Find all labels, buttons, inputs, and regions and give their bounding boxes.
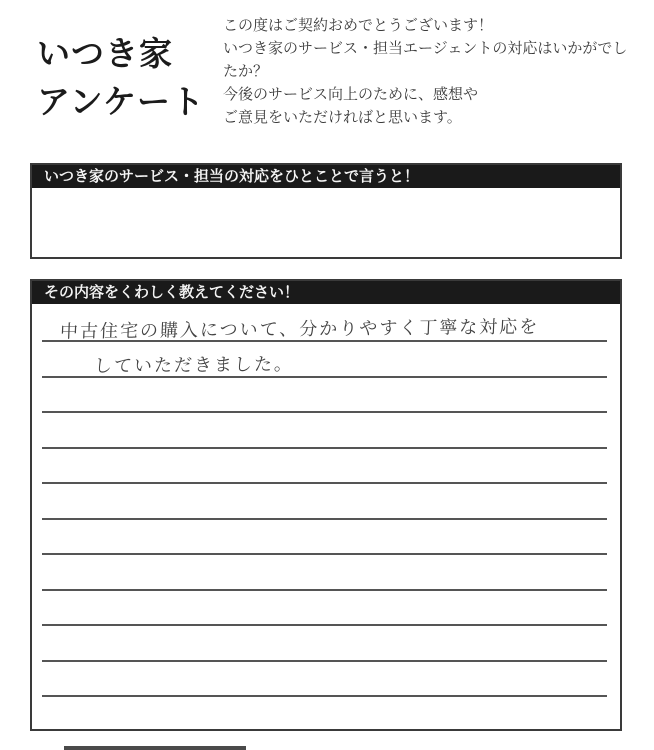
summary-section [30,163,622,259]
intro-line-4: 今後のサービス向上のために、感想や [223,86,479,103]
summary-section-header [32,165,620,188]
detail-section [30,279,622,731]
intro-line-3: たか？ [223,63,269,80]
intro-line-5: ご意見をいただければと思います。 [223,109,462,126]
intro-line-1: この度はご契約おめでとうございます！ [223,17,494,34]
detail-answer-area [32,304,620,729]
ruled-line [42,482,607,484]
detail-section-header [32,281,620,304]
ruled-line [42,589,607,591]
summary-answer-area [32,188,620,257]
ruled-line [42,518,607,520]
ruled-line [42,447,607,449]
ruled-line [42,553,607,555]
handwritten-text-line1: 中古住宅の購入について、分かりやすく丁寧な対応を [59,316,540,342]
brand-title-line2: アンケート [37,83,206,120]
ruled-line [42,695,607,697]
intro-line-2: いつき家のサービス・担当エージェントの対応はいかがでし [223,40,628,57]
detail-section-header-label: その内容をくわしく教えてください！ [44,284,300,301]
brand-title-line1: いつき家 [37,35,173,72]
ruled-line [42,660,607,662]
ruled-line [42,411,607,413]
summary-section-header-label: いつき家のサービス・担当の対応をひとことで言うと！ [44,168,420,185]
intro-text [223,14,643,129]
handwritten-text-line2: していただきました。 [93,353,295,377]
next-section-bar-fragment [64,746,246,750]
ruled-line [42,624,607,626]
brand-title [37,30,205,126]
